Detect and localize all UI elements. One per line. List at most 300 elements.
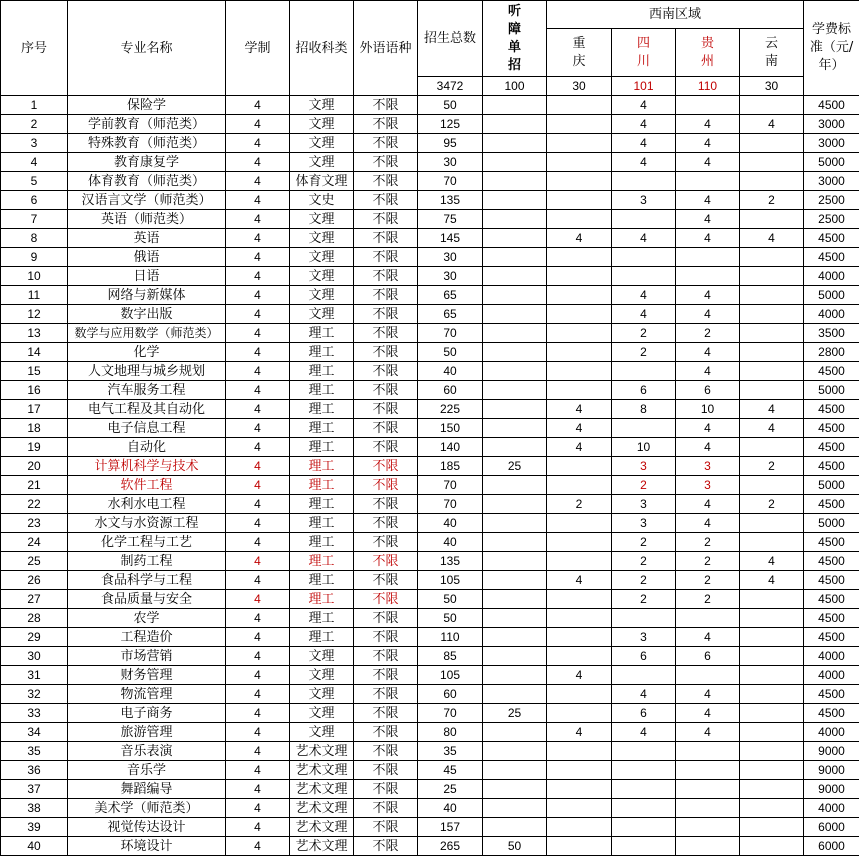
cell-language: 不限	[354, 343, 418, 362]
cell-fee: 9000	[804, 742, 859, 761]
cell-guizhou: 4	[676, 723, 740, 742]
cell-language: 不限	[354, 571, 418, 590]
cell-category: 文理	[290, 666, 354, 685]
cell-guizhou: 3	[676, 457, 740, 476]
cell-language: 不限	[354, 229, 418, 248]
cell-language: 不限	[354, 362, 418, 381]
cell-category: 理工	[290, 438, 354, 457]
cell-duration: 4	[226, 457, 290, 476]
cell-sichuan: 4	[612, 134, 676, 153]
cell-sichuan: 2	[612, 552, 676, 571]
cell-language: 不限	[354, 514, 418, 533]
table-row	[1, 666, 859, 685]
cell-guizhou	[676, 837, 740, 856]
cell-yunnan	[740, 837, 804, 856]
cell-duration: 4	[226, 172, 290, 191]
cell-sichuan: 2	[612, 343, 676, 362]
cell-category: 理工	[290, 609, 354, 628]
table-row	[1, 134, 859, 153]
cell-total: 95	[418, 134, 483, 153]
cell-sichuan	[612, 818, 676, 837]
cell-chongqing	[547, 267, 612, 286]
cell-category: 理工	[290, 514, 354, 533]
cell-fee: 3000	[804, 115, 859, 134]
cell-major: 化学工程与工艺	[68, 533, 226, 552]
header-category: 招收科类	[290, 1, 354, 96]
cell-hearing	[483, 305, 547, 324]
cell-guizhou: 10	[676, 400, 740, 419]
table-body	[1, 96, 859, 856]
cell-yunnan: 4	[740, 229, 804, 248]
cell-duration: 4	[226, 134, 290, 153]
cell-major: 物流管理	[68, 685, 226, 704]
cell-index: 34	[1, 723, 68, 742]
cell-category: 文理	[290, 229, 354, 248]
cell-total: 225	[418, 400, 483, 419]
cell-category: 理工	[290, 381, 354, 400]
table-row	[1, 343, 859, 362]
cell-category: 艺术文理	[290, 780, 354, 799]
cell-major: 工程造价	[68, 628, 226, 647]
table-row	[1, 438, 859, 457]
cell-total: 50	[418, 96, 483, 115]
cell-duration: 4	[226, 153, 290, 172]
cell-total: 135	[418, 552, 483, 571]
cell-sichuan: 6	[612, 704, 676, 723]
table-row	[1, 609, 859, 628]
header-yunnan: 云南	[740, 29, 804, 77]
cell-hearing	[483, 533, 547, 552]
cell-index: 19	[1, 438, 68, 457]
cell-guizhou	[676, 267, 740, 286]
header-region: 西南区域	[547, 1, 804, 29]
cell-hearing	[483, 609, 547, 628]
cell-chongqing	[547, 609, 612, 628]
cell-hearing	[483, 115, 547, 134]
cell-yunnan: 2	[740, 191, 804, 210]
cell-fee: 6000	[804, 818, 859, 837]
cell-index: 31	[1, 666, 68, 685]
cell-sichuan	[612, 267, 676, 286]
cell-duration: 4	[226, 248, 290, 267]
cell-sichuan	[612, 837, 676, 856]
cell-hearing	[483, 552, 547, 571]
cell-chongqing	[547, 210, 612, 229]
sichuan-count: 101	[612, 77, 676, 96]
cell-hearing	[483, 495, 547, 514]
cell-yunnan: 2	[740, 495, 804, 514]
cell-fee: 4500	[804, 248, 859, 267]
table-row	[1, 172, 859, 191]
cell-fee: 5000	[804, 514, 859, 533]
cell-chongqing	[547, 457, 612, 476]
cell-yunnan: 4	[740, 115, 804, 134]
cell-index: 12	[1, 305, 68, 324]
table-row	[1, 647, 859, 666]
cell-guizhou	[676, 666, 740, 685]
cell-index: 36	[1, 761, 68, 780]
cell-language: 不限	[354, 685, 418, 704]
cell-language: 不限	[354, 666, 418, 685]
cell-hearing	[483, 267, 547, 286]
cell-index: 10	[1, 267, 68, 286]
cell-category: 艺术文理	[290, 837, 354, 856]
cell-sichuan	[612, 666, 676, 685]
cell-fee: 4500	[804, 590, 859, 609]
cell-hearing	[483, 362, 547, 381]
cell-guizhou	[676, 248, 740, 267]
cell-guizhou: 4	[676, 514, 740, 533]
cell-category: 理工	[290, 419, 354, 438]
table-row	[1, 324, 859, 343]
cell-index: 33	[1, 704, 68, 723]
cell-total: 140	[418, 438, 483, 457]
cell-guizhou	[676, 96, 740, 115]
cell-category: 文理	[290, 286, 354, 305]
cell-yunnan	[740, 685, 804, 704]
cell-language: 不限	[354, 628, 418, 647]
cell-chongqing	[547, 153, 612, 172]
cell-sichuan: 3	[612, 628, 676, 647]
cell-hearing: 50	[483, 837, 547, 856]
cell-yunnan	[740, 134, 804, 153]
table-row	[1, 704, 859, 723]
cell-sichuan	[612, 780, 676, 799]
cell-language: 不限	[354, 248, 418, 267]
cell-total: 35	[418, 742, 483, 761]
cell-fee: 4500	[804, 438, 859, 457]
cell-guizhou: 4	[676, 343, 740, 362]
cell-category: 文理	[290, 96, 354, 115]
cell-total: 157	[418, 818, 483, 837]
cell-category: 体育文理	[290, 172, 354, 191]
cell-major: 音乐表演	[68, 742, 226, 761]
cell-major: 网络与新媒体	[68, 286, 226, 305]
cell-duration: 4	[226, 400, 290, 419]
cell-category: 理工	[290, 362, 354, 381]
cell-major: 计算机科学与技术	[68, 457, 226, 476]
cell-duration: 4	[226, 191, 290, 210]
cell-index: 39	[1, 818, 68, 837]
cell-yunnan	[740, 381, 804, 400]
cell-duration: 4	[226, 571, 290, 590]
table-row	[1, 210, 859, 229]
cell-major: 电气工程及其自动化	[68, 400, 226, 419]
cell-category: 理工	[290, 533, 354, 552]
cell-yunnan	[740, 248, 804, 267]
cell-sichuan	[612, 172, 676, 191]
cell-guizhou	[676, 172, 740, 191]
cell-index: 27	[1, 590, 68, 609]
cell-fee: 4500	[804, 704, 859, 723]
cell-duration: 4	[226, 210, 290, 229]
cell-language: 不限	[354, 210, 418, 229]
cell-major: 市场营销	[68, 647, 226, 666]
cell-fee: 5000	[804, 476, 859, 495]
cell-chongqing	[547, 476, 612, 495]
cell-total: 40	[418, 533, 483, 552]
cell-major: 数字出版	[68, 305, 226, 324]
cell-fee: 4000	[804, 799, 859, 818]
cell-guizhou: 4	[676, 419, 740, 438]
cell-language: 不限	[354, 476, 418, 495]
cell-language: 不限	[354, 799, 418, 818]
cell-index: 4	[1, 153, 68, 172]
cell-sichuan: 2	[612, 590, 676, 609]
header-language: 外语语种	[354, 1, 418, 96]
cell-major: 美术学（师范类）	[68, 799, 226, 818]
cell-total: 70	[418, 495, 483, 514]
cell-yunnan: 2	[740, 457, 804, 476]
cell-chongqing	[547, 172, 612, 191]
cell-total: 75	[418, 210, 483, 229]
cell-yunnan	[740, 628, 804, 647]
cell-total: 40	[418, 799, 483, 818]
cell-total: 45	[418, 761, 483, 780]
cell-fee: 4500	[804, 685, 859, 704]
cell-duration: 4	[226, 685, 290, 704]
cell-duration: 4	[226, 514, 290, 533]
cell-fee: 5000	[804, 153, 859, 172]
table-row	[1, 780, 859, 799]
table-row	[1, 115, 859, 134]
cell-hearing	[483, 685, 547, 704]
table-row	[1, 552, 859, 571]
cell-major: 特殊教育（师范类）	[68, 134, 226, 153]
cell-guizhou: 2	[676, 552, 740, 571]
cell-chongqing	[547, 343, 612, 362]
cell-total: 60	[418, 685, 483, 704]
cell-total: 65	[418, 286, 483, 305]
cell-hearing	[483, 96, 547, 115]
cell-language: 不限	[354, 153, 418, 172]
table-row	[1, 362, 859, 381]
cell-chongqing	[547, 837, 612, 856]
cell-major: 软件工程	[68, 476, 226, 495]
cell-total: 105	[418, 666, 483, 685]
cell-yunnan	[740, 799, 804, 818]
cell-hearing: 25	[483, 704, 547, 723]
cell-guizhou: 4	[676, 134, 740, 153]
cell-hearing	[483, 647, 547, 666]
cell-sichuan: 6	[612, 647, 676, 666]
cell-guizhou: 4	[676, 362, 740, 381]
cell-category: 艺术文理	[290, 818, 354, 837]
cell-yunnan	[740, 305, 804, 324]
cell-category: 文理	[290, 115, 354, 134]
cell-guizhou: 2	[676, 533, 740, 552]
cell-category: 理工	[290, 590, 354, 609]
cell-guizhou: 4	[676, 210, 740, 229]
cell-major: 农学	[68, 609, 226, 628]
table-row	[1, 799, 859, 818]
cell-fee: 2800	[804, 343, 859, 362]
cell-fee: 9000	[804, 761, 859, 780]
cell-language: 不限	[354, 191, 418, 210]
cell-duration: 4	[226, 742, 290, 761]
cell-guizhou: 6	[676, 381, 740, 400]
cell-major: 体育教育（师范类）	[68, 172, 226, 191]
cell-hearing	[483, 419, 547, 438]
cell-major: 环境设计	[68, 837, 226, 856]
cell-chongqing	[547, 248, 612, 267]
cell-duration: 4	[226, 115, 290, 134]
cell-guizhou	[676, 780, 740, 799]
cell-total: 135	[418, 191, 483, 210]
table-row	[1, 628, 859, 647]
cell-language: 不限	[354, 172, 418, 191]
cell-duration: 4	[226, 324, 290, 343]
cell-fee: 4500	[804, 609, 859, 628]
cell-chongqing	[547, 305, 612, 324]
cell-yunnan	[740, 343, 804, 362]
cell-yunnan	[740, 153, 804, 172]
cell-category: 理工	[290, 324, 354, 343]
header-hearing: 听障单招	[483, 1, 547, 77]
cell-category: 理工	[290, 628, 354, 647]
cell-hearing	[483, 571, 547, 590]
cell-sichuan: 2	[612, 571, 676, 590]
cell-hearing	[483, 400, 547, 419]
header-chongqing: 重庆	[547, 29, 612, 77]
cell-category: 文理	[290, 647, 354, 666]
cell-total: 110	[418, 628, 483, 647]
header-duration: 学制	[226, 1, 290, 96]
cell-language: 不限	[354, 267, 418, 286]
cell-yunnan: 4	[740, 419, 804, 438]
cell-chongqing	[547, 742, 612, 761]
cell-guizhou: 2	[676, 590, 740, 609]
cell-sichuan: 4	[612, 229, 676, 248]
cell-language: 不限	[354, 457, 418, 476]
cell-index: 2	[1, 115, 68, 134]
cell-sichuan	[612, 609, 676, 628]
cell-fee: 9000	[804, 780, 859, 799]
cell-yunnan	[740, 533, 804, 552]
cell-yunnan	[740, 438, 804, 457]
cell-total: 50	[418, 590, 483, 609]
cell-sichuan: 4	[612, 723, 676, 742]
cell-duration: 4	[226, 837, 290, 856]
cell-fee: 3000	[804, 172, 859, 191]
header-sichuan: 四川	[612, 29, 676, 77]
cell-index: 11	[1, 286, 68, 305]
cell-language: 不限	[354, 324, 418, 343]
cell-category: 文理	[290, 153, 354, 172]
cell-total: 70	[418, 172, 483, 191]
cell-hearing	[483, 381, 547, 400]
cell-index: 3	[1, 134, 68, 153]
cell-index: 37	[1, 780, 68, 799]
table-row	[1, 267, 859, 286]
cell-fee: 4500	[804, 229, 859, 248]
cell-index: 25	[1, 552, 68, 571]
cell-yunnan: 4	[740, 400, 804, 419]
cell-category: 文理	[290, 210, 354, 229]
cell-hearing	[483, 761, 547, 780]
cell-fee: 2500	[804, 210, 859, 229]
table-row	[1, 761, 859, 780]
cell-index: 21	[1, 476, 68, 495]
cell-yunnan	[740, 780, 804, 799]
cell-duration: 4	[226, 305, 290, 324]
cell-hearing	[483, 134, 547, 153]
cell-language: 不限	[354, 134, 418, 153]
cell-category: 文理	[290, 685, 354, 704]
cell-total: 50	[418, 343, 483, 362]
cell-duration: 4	[226, 286, 290, 305]
cell-index: 38	[1, 799, 68, 818]
cell-sichuan: 2	[612, 324, 676, 343]
cell-chongqing	[547, 799, 612, 818]
cell-major: 音乐学	[68, 761, 226, 780]
cell-hearing: 25	[483, 457, 547, 476]
cell-chongqing	[547, 134, 612, 153]
cell-sichuan: 4	[612, 96, 676, 115]
cell-index: 9	[1, 248, 68, 267]
cell-fee: 3000	[804, 134, 859, 153]
table-row	[1, 286, 859, 305]
cell-chongqing	[547, 552, 612, 571]
cell-duration: 4	[226, 533, 290, 552]
table-row	[1, 248, 859, 267]
cell-fee: 4500	[804, 628, 859, 647]
cell-duration: 4	[226, 647, 290, 666]
cell-index: 29	[1, 628, 68, 647]
cell-language: 不限	[354, 704, 418, 723]
cell-fee: 5000	[804, 286, 859, 305]
cell-yunnan	[740, 818, 804, 837]
cell-fee: 4500	[804, 362, 859, 381]
cell-fee: 4000	[804, 723, 859, 742]
cell-index: 22	[1, 495, 68, 514]
cell-duration: 4	[226, 704, 290, 723]
cell-guizhou: 6	[676, 647, 740, 666]
cell-fee: 4000	[804, 647, 859, 666]
cell-index: 18	[1, 419, 68, 438]
cell-guizhou	[676, 609, 740, 628]
cell-duration: 4	[226, 229, 290, 248]
cell-hearing	[483, 590, 547, 609]
cell-chongqing	[547, 115, 612, 134]
cell-guizhou: 3	[676, 476, 740, 495]
cell-fee: 6000	[804, 837, 859, 856]
cell-language: 不限	[354, 96, 418, 115]
cell-fee: 2500	[804, 191, 859, 210]
cell-yunnan	[740, 267, 804, 286]
cell-category: 理工	[290, 495, 354, 514]
cell-chongqing	[547, 286, 612, 305]
cell-sichuan: 2	[612, 476, 676, 495]
cell-hearing	[483, 286, 547, 305]
cell-yunnan	[740, 647, 804, 666]
cell-duration: 4	[226, 381, 290, 400]
cell-hearing	[483, 343, 547, 362]
cell-major: 旅游管理	[68, 723, 226, 742]
cell-major: 保险学	[68, 96, 226, 115]
cell-index: 20	[1, 457, 68, 476]
cell-major: 汽车服务工程	[68, 381, 226, 400]
cell-total: 60	[418, 381, 483, 400]
cell-guizhou: 4	[676, 685, 740, 704]
cell-major: 电子信息工程	[68, 419, 226, 438]
cell-category: 艺术文理	[290, 761, 354, 780]
cell-hearing	[483, 799, 547, 818]
cell-total: 30	[418, 153, 483, 172]
table-row	[1, 495, 859, 514]
cell-guizhou: 4	[676, 495, 740, 514]
cell-guizhou: 4	[676, 153, 740, 172]
